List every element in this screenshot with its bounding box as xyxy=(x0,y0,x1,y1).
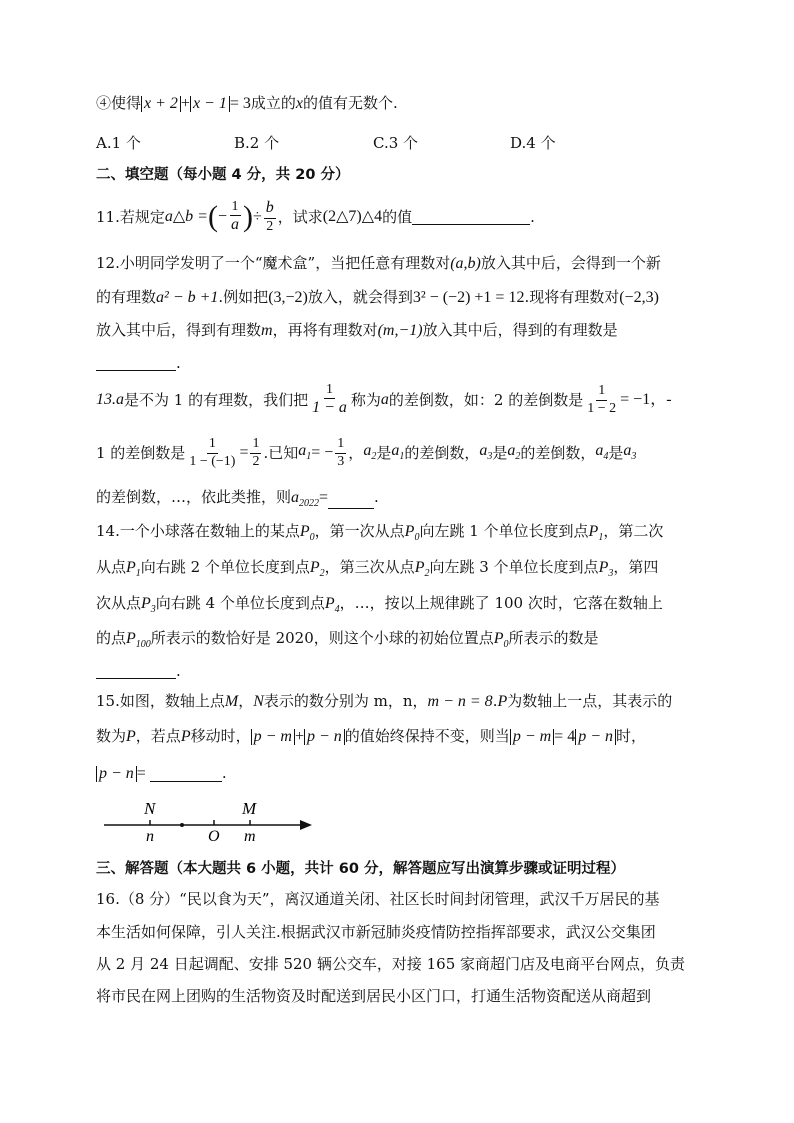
q13-a: a xyxy=(116,391,124,408)
q15-l2e: 时， xyxy=(616,727,647,745)
q13-answer-blank xyxy=(328,494,374,509)
q12-line2 xyxy=(96,290,659,306)
q13-l2-t6: 是 xyxy=(492,443,508,462)
q13-a2: a xyxy=(380,391,389,408)
q15-l2a: 数为 xyxy=(96,727,127,745)
q11-prefix: 11.若规定 xyxy=(96,207,165,226)
q10-options xyxy=(96,136,696,154)
q14-line4 xyxy=(96,631,599,650)
q14-p100: $P_{100}$ xyxy=(126,630,151,651)
q13-l2-t8: 是 xyxy=(608,443,624,462)
q15-l1c: . xyxy=(492,692,498,710)
number-line-figure xyxy=(100,795,320,845)
label-m: m xyxy=(244,828,256,845)
q13-frac-def: $\frac{1}{1 - a}$ xyxy=(312,382,347,417)
q14-l2b: 向右跳 2 个单位长度到点 xyxy=(140,558,310,576)
q15-l1d: 为数轴上一点，其表示的 xyxy=(507,692,673,710)
q11-neg: − xyxy=(217,208,227,225)
q13-a3-var: $a_3$ xyxy=(479,442,493,463)
q12-expr: a² − b +1 xyxy=(156,289,219,306)
q12-text2b: .例如把 xyxy=(218,288,269,306)
q10-item4: ④使得 x + 2 + x − 1 = 3成立的x的值有无数个. xyxy=(96,94,398,112)
q13-t1: 是不为 1 的有理数，我们把 xyxy=(124,390,309,409)
q11-lhs: a△b = xyxy=(164,208,208,225)
q11-frac-1-over-a: $\frac{1}{a}$ xyxy=(231,199,239,234)
q12-text1b: 放入其中后，会得到一个新 xyxy=(480,254,661,272)
q14-l4c: 所表示的数是 xyxy=(508,629,599,647)
q12-answer-blank xyxy=(96,356,176,371)
label-O: O xyxy=(208,828,220,845)
q13-l2-t5: 的差倒数， xyxy=(404,443,480,462)
q13-a3-ref: $a_3$ xyxy=(623,442,637,463)
q12-text2c: 放入，就会得到 xyxy=(307,288,413,306)
q12-m: m xyxy=(261,322,273,339)
q13-a2-ref: $a_2$ xyxy=(507,442,521,463)
label-n: n xyxy=(146,828,154,845)
q12-text2a: 的有理数 xyxy=(96,288,157,306)
q14-l2e: ，第四 xyxy=(613,558,659,576)
q15-l2c: 移动时， xyxy=(190,727,251,745)
option-a: A.1 个 xyxy=(96,134,141,152)
q16-line3: 从 2 月 24 日起调配、安排 520 辆公交车，对接 165 家商超门店及电商平台网点，负责 xyxy=(96,955,686,973)
q15-l2b: ，若点 xyxy=(135,727,181,745)
q16-line1: 16.（8 分）“民以食为天”，离汉通道关闭、社区长时间封闭管理，武汉千万居民的基 xyxy=(96,890,660,908)
q15-line2 xyxy=(96,729,646,745)
q13-l2-t2: .已知 xyxy=(263,443,299,462)
eq-3: = 3 xyxy=(229,95,251,112)
section2-title: 二、填空题（每小题 4 分，共 20 分） xyxy=(96,167,350,183)
q15-P2: P xyxy=(126,728,136,745)
q12-calc: 3² − (−2) +1 = 12 xyxy=(412,289,525,306)
label-M: M xyxy=(242,799,257,818)
q14-l2a: 从点 xyxy=(96,558,127,576)
abs-x-minus-1: x − 1 xyxy=(190,96,230,112)
q15-P3: P xyxy=(180,728,191,745)
q13-e2-eq: = xyxy=(239,444,249,461)
q13-t2: 称为 xyxy=(350,390,381,409)
q16-line4: 将市民在网上团购的生活物资及时配送到居民小区门口，打通生活物资配送从商超到 xyxy=(96,987,652,1005)
q14-l3a: 次从点 xyxy=(96,594,142,612)
q15-cond: m − n = 8 xyxy=(427,693,493,710)
q12-text3c: 放入其中后，得到的有理数是 xyxy=(422,321,618,339)
q15-comma: ， xyxy=(238,692,254,710)
q14-p0b: $P_0$ xyxy=(404,523,420,544)
q13-a1: $a_1$ xyxy=(298,442,312,463)
label-N: N xyxy=(144,799,156,818)
q13-l2-t7: 的差倒数， xyxy=(520,443,596,462)
q14-p2: $P_2$ xyxy=(309,559,325,580)
q15-abs3: p − m xyxy=(510,729,554,745)
number-line-arrow xyxy=(300,820,312,830)
q13-l2-t1: 1 的差倒数是 xyxy=(96,443,186,462)
q12-text3b: ，再将有理数对 xyxy=(272,321,378,339)
q13-line2 xyxy=(96,433,636,473)
q13-l2-t3: ， xyxy=(348,443,364,462)
abs-x-plus-2: x + 2 xyxy=(141,96,181,112)
q13-frac-half: $\frac{1}{2}$ xyxy=(252,436,260,469)
q14-l4a: 的点 xyxy=(96,629,127,647)
q15-l1b: 表示的数分别为 m，n， xyxy=(263,692,428,710)
q14-line3 xyxy=(96,596,663,615)
q16-line2: 本生活如何保障，引人关注.根据武汉市新冠肺炎疫情防控指挥部要求，武汉公交集团 xyxy=(96,923,656,941)
q14-answer-blank xyxy=(96,664,176,679)
q13-a1-ref: $a_1$ xyxy=(391,442,405,463)
q14-l3c: ，…，按以上规律跳了 100 次时，它落在数轴上 xyxy=(339,594,663,612)
q11-frac-b-over-2: $\frac{b}{2}$ xyxy=(265,199,274,234)
q13-frac-ex1: $\frac{1}{1 - 2}$ xyxy=(587,383,617,416)
q14-l1d: ，第二次 xyxy=(603,522,664,540)
q13-a4-var: $a_4$ xyxy=(595,442,609,463)
q10-item4-suffix2: 的值有无数个. xyxy=(303,94,398,112)
q10-item4-suffix1: 成立的 xyxy=(250,94,296,112)
q12-text1: 12.小明同学发明了一个“魔术盒”，当把任意有理数对 xyxy=(96,254,451,272)
q15-abs4: p − n xyxy=(575,729,616,745)
q15-P: P xyxy=(497,693,508,710)
q13-l3-eq: = xyxy=(319,489,329,506)
q13-line3 xyxy=(96,490,379,509)
q13-e1-res: = −1，- xyxy=(620,391,672,408)
q12-line1 xyxy=(96,256,661,272)
q14-p3b: $P_3$ xyxy=(141,595,156,616)
q12-answer-line: . xyxy=(96,356,181,371)
section3-title: 三、解答题（本大题共 6 小题，共计 60 分，解答题应写出演算步骤或证明过程） xyxy=(96,861,625,877)
q13-frac-third: $\frac{1}{3}$ xyxy=(337,436,345,469)
q15-line3 xyxy=(96,766,227,782)
q12-line3 xyxy=(96,323,618,339)
q12-text3a: 放入其中后，得到有理数 xyxy=(96,321,262,339)
q12-pair-3-neg2: (3,−2) xyxy=(268,289,308,306)
q15-l2d: 的值始终保持不变，则当 xyxy=(344,727,510,745)
q12-pair-m-neg1: (m,−1) xyxy=(377,322,423,339)
q14-l2c: ，第三次从点 xyxy=(324,558,415,576)
q14-l1c: 向左跳 1 个单位长度到点 xyxy=(419,522,589,540)
q11-text: ，试求 xyxy=(277,207,323,226)
q13-t3: 的差倒数，如：2 的差倒数是 xyxy=(388,390,584,409)
q12-pair-neg2-3: (−2,3) xyxy=(619,289,659,306)
q15-line1 xyxy=(96,694,672,710)
q14-p1: $P_1$ xyxy=(588,523,604,544)
q14-p3: $P_3$ xyxy=(598,559,614,580)
q13-frac-ex2: $\frac{1}{1 - (-1)}$ xyxy=(189,436,236,469)
q14-l4b: 所表示的数恰好是 2020，则这个小球的初始位置点 xyxy=(150,629,494,647)
q11-expr: (2△7)△4 xyxy=(322,208,383,225)
q10-var: x xyxy=(295,95,304,112)
q14-l1a: 14.一个小球落在数轴上的某点 xyxy=(96,522,300,540)
q14-line2 xyxy=(96,560,658,579)
q14-line1 xyxy=(96,524,663,543)
q15-answer-blank xyxy=(150,767,222,782)
q15-l3eq: = xyxy=(136,765,146,782)
q11: 11.若规定 a△b = ( − $\frac{1}{a}$ ) ÷ $\frac{b}{2}$ ，试求 (2△7)△4 的值 . xyxy=(96,199,535,234)
q15-plus: + xyxy=(294,728,304,745)
q13-end: . xyxy=(374,488,379,506)
q15-end: . xyxy=(221,764,227,782)
q13-a2022: $a_{2022}$ xyxy=(291,489,320,510)
q13-l3-t1: 的差倒数，…，依此类推，则 xyxy=(96,488,292,506)
q14-l2d: 向左跳 3 个单位长度到点 xyxy=(429,558,599,576)
option-d: D.4 个 xyxy=(510,134,556,152)
q15-N: N xyxy=(253,693,264,710)
q14-p0: $P_0$ xyxy=(299,523,315,544)
q11-end: . xyxy=(530,207,535,226)
option-c: C.3 个 xyxy=(373,134,419,152)
q15-abs2: p − n xyxy=(304,729,345,745)
q15-M: M xyxy=(224,693,239,710)
q15-abs5: p − n xyxy=(96,766,137,782)
q15-l1a: 15.如图，数轴上点 xyxy=(96,692,225,710)
q15-eq4: = 4 xyxy=(554,728,576,745)
q12-pair-ab: (a,b) xyxy=(450,255,481,272)
q14-p2b: $P_2$ xyxy=(414,559,430,580)
q10-item4-prefix: ④使得 xyxy=(96,94,142,112)
q15-abs1: p − m xyxy=(251,729,295,745)
option-b: B.2 个 xyxy=(234,134,280,152)
q11-suffix: 的值 xyxy=(382,207,413,226)
q11-answer-blank xyxy=(412,210,530,225)
q14-answer-line: . xyxy=(96,664,181,679)
q14-p1b: $P_1$ xyxy=(126,559,141,580)
q11-div: ÷ xyxy=(253,208,262,225)
q13-l2-t4: 是 xyxy=(376,443,392,462)
q13-a1-eq: = − xyxy=(311,444,334,461)
point-p-dot xyxy=(180,823,184,827)
q14-p4: $P_4$ xyxy=(324,595,340,616)
q13-line1 xyxy=(96,380,672,420)
q14-p0c: $P_0$ xyxy=(493,630,509,651)
q14-l3b: 向右跳 4 个单位长度到点 xyxy=(155,594,325,612)
q13-a2-var: $a_2$ xyxy=(363,442,377,463)
q12-text2d: .现将有理数对 xyxy=(524,288,620,306)
q14-l1b: ，第一次从点 xyxy=(314,522,405,540)
q13-prefix: 13. xyxy=(96,391,116,408)
